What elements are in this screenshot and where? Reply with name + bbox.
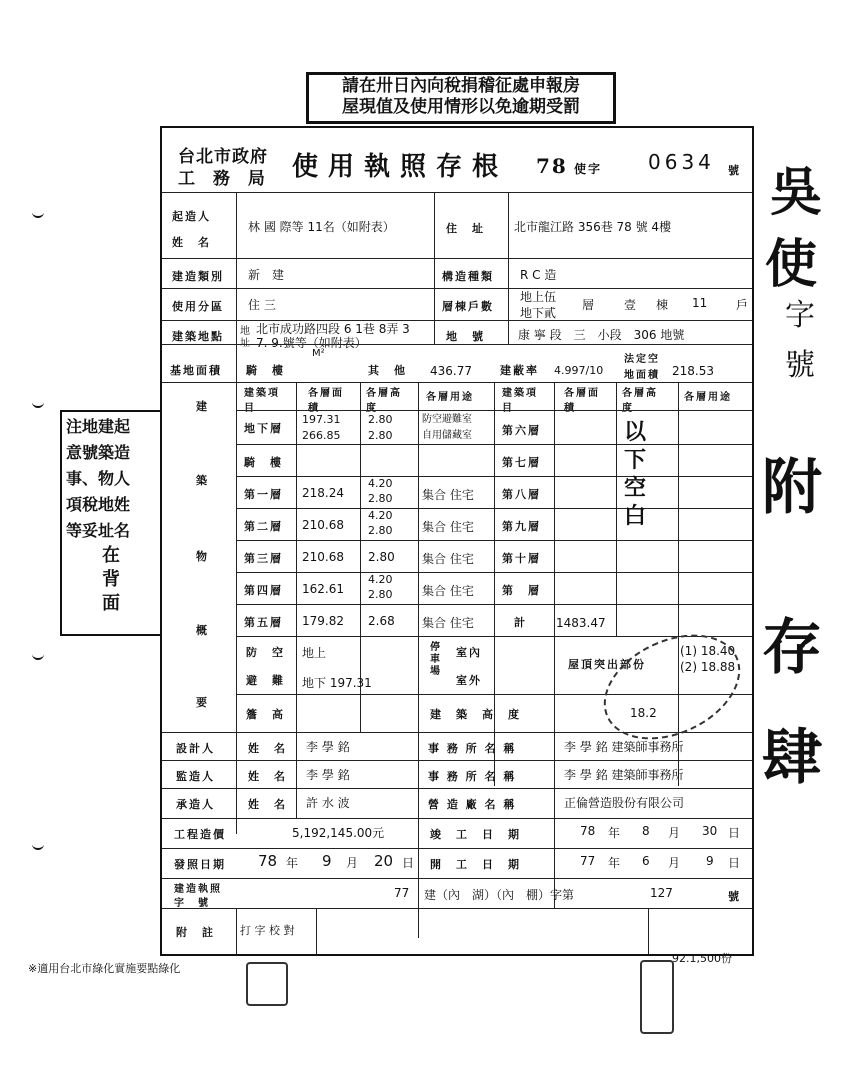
permit-ref-suffix: 號 <box>728 890 741 903</box>
margin-handwriting: 字 <box>785 298 815 333</box>
floor-use: 防空避難室 自用儲藏室 <box>422 414 472 441</box>
side-stamp-line: 注地建起 <box>66 417 131 436</box>
floor-item: 第一層 <box>244 488 283 501</box>
label-name: 姓 名 <box>172 236 211 249</box>
label-site: 建築地點 <box>172 330 224 343</box>
label-name: 姓 名 <box>248 798 287 811</box>
label-office: 事 務 所 名 稱 <box>428 770 517 783</box>
supervisor-name: 李 學 銘 <box>306 768 350 782</box>
footer-note: ※適用台北市綠化實施要點綠化 <box>28 962 181 975</box>
label-structure: 構造種類 <box>442 270 494 283</box>
margin-handwriting: 使 <box>765 234 818 295</box>
designer-name: 李 學 銘 <box>306 740 350 754</box>
notice-line-1: 請在卅日內向稅捐稽征處申報房 <box>342 76 580 96</box>
floor-word: 層 <box>582 298 595 312</box>
label-name: 姓 名 <box>248 742 287 755</box>
label-shelter: 避 難 <box>246 674 285 687</box>
label-floors: 層棟戶數 <box>442 300 494 313</box>
shelter-above: 地上 <box>302 646 327 660</box>
overview-side-char: 建 <box>196 400 209 413</box>
permit-suffix: 號 <box>728 164 741 177</box>
notice-stamp <box>306 72 616 124</box>
floor-item-right: 第九層 <box>502 520 541 533</box>
permit-ref-number: 127 <box>650 886 673 900</box>
label-office: 事 務 所 名 稱 <box>428 742 517 755</box>
finish-year-unit: 年 <box>608 826 621 840</box>
permit-year-ref: 77 <box>394 886 410 900</box>
label-other: 其 他 <box>368 364 407 377</box>
parking-outdoor: 室外 <box>456 674 482 687</box>
binder-mark <box>32 840 44 850</box>
total-area: 1483.47 <box>556 616 606 630</box>
floor-item: 第五層 <box>244 616 283 629</box>
roof-value-2: (2) 18.88 <box>680 660 736 674</box>
issue-year: 78 <box>258 852 278 870</box>
typed-check: 打 字 校 對 <box>240 924 295 937</box>
binder-mark <box>32 650 44 660</box>
floor-height: 2.80 <box>368 550 395 564</box>
start-day-unit: 日 <box>728 856 741 870</box>
label-addr-small: 址 <box>240 338 250 349</box>
notice-line-2: 屋現值及使用情形以免逾期受罰 <box>342 97 580 117</box>
floors-above: 地上伍 <box>520 290 557 304</box>
floor-area: 179.82 <box>302 614 344 628</box>
side-stamp-line: 項稅地姓 <box>66 495 131 514</box>
overview-side-char: 概 <box>196 624 209 637</box>
finish-month: 8 <box>642 824 650 838</box>
overview-side-char: 要 <box>196 696 209 709</box>
building-height-value: 18.2 <box>630 706 657 720</box>
floors-below: 地下貳 <box>520 306 557 320</box>
parking-indoor: 室內 <box>456 646 482 659</box>
building-word: 棟 <box>656 298 669 312</box>
floor-area: 162.61 <box>302 582 344 596</box>
issue-month: 9 <box>322 852 332 870</box>
usage-zone-value: 住 三 <box>248 298 276 312</box>
side-stamp-tail: 面 <box>102 593 120 614</box>
overview-side-char: 物 <box>196 550 209 563</box>
label-base-area: 基地面積 <box>170 364 222 377</box>
label-cost: 工程造價 <box>174 828 226 841</box>
floor-area: 218.24 <box>302 486 344 500</box>
finish-year: 78 <box>580 824 596 838</box>
label-parking: 停車場 <box>430 642 440 677</box>
label-issue-date: 發照日期 <box>174 858 226 871</box>
small-stamp <box>246 962 288 1006</box>
issuer-line-2: 工 務 局 <box>178 169 271 189</box>
col-header: 各層高度 <box>622 388 658 414</box>
label-finish-date: 竣 工 日 期 <box>430 828 521 841</box>
floor-item-right: 第 層 <box>502 584 541 597</box>
floor-use: 集合 住宅 <box>422 488 474 502</box>
floor-item: 騎 樓 <box>244 456 283 469</box>
floor-item: 第三層 <box>244 552 283 565</box>
side-stamp-line: 意號築造 <box>66 443 131 462</box>
permit-year: 78 <box>536 154 568 178</box>
start-month: 6 <box>642 854 650 868</box>
floor-item-right: 計 <box>514 616 527 629</box>
start-year: 77 <box>580 854 596 868</box>
label-eave: 簷 高 <box>246 708 285 721</box>
label-build-permit: 建造執照 <box>174 884 222 895</box>
label-arcade: 騎 樓 <box>246 364 285 377</box>
form-code: 92.1,500份 <box>672 952 732 965</box>
household-word: 戶 <box>736 298 749 312</box>
permit-text: 建（內 湖）（內 棚）字第 <box>424 888 575 902</box>
shelter-below: 地下 197.31 <box>302 676 372 690</box>
floor-area: 210.68 <box>302 518 344 532</box>
issue-day: 20 <box>374 852 394 870</box>
col-header: 各層面積 <box>308 388 344 414</box>
label-supervisor: 監造人 <box>176 770 215 783</box>
floor-height: 4.20 2.80 <box>368 509 393 537</box>
margin-handwriting: 存 <box>762 613 822 683</box>
applicant-address: 北市龍江路 356巷 78 號 4樓 <box>514 220 672 234</box>
floor-use: 集合 住宅 <box>422 616 474 630</box>
margin-handwriting: 吳 <box>770 162 823 223</box>
label-contractor: 承造人 <box>176 798 215 811</box>
col-header: 各層高度 <box>366 388 402 414</box>
finish-day-unit: 日 <box>728 826 741 840</box>
side-stamp-line: 等妥址名 <box>66 521 131 540</box>
floor-item-right: 第八層 <box>502 488 541 501</box>
floor-item: 第四層 <box>244 584 283 597</box>
label-coverage: 建蔽率 <box>500 364 539 377</box>
floor-area: 210.68 <box>302 550 344 564</box>
label-lot: 地 號 <box>446 330 485 343</box>
lot-value: 康 寧 段 三 小段 306 地號 <box>518 328 685 342</box>
col-header: 建築項目 <box>502 388 538 414</box>
label-applicant: 起造人 <box>172 210 211 223</box>
label-remark: 附 註 <box>176 926 215 939</box>
label-name: 姓 名 <box>248 770 287 783</box>
permit-form <box>160 126 754 956</box>
margin-handwriting: 附 <box>762 453 822 523</box>
cost-value: 5,192,145.00元 <box>292 826 385 840</box>
start-day: 9 <box>706 854 714 868</box>
label-legal-open: 地面積 <box>624 370 660 381</box>
col-header: 各層用途 <box>426 392 474 403</box>
designer-office: 李 學 銘 建築師事務所 <box>564 740 684 754</box>
permit-word: 使字 <box>574 162 603 176</box>
start-year-unit: 年 <box>608 856 621 870</box>
side-stamp-line: 事、物人 <box>66 469 131 488</box>
label-building-height: 建 築 高 度 <box>430 708 521 721</box>
issuer-line-1: 台北市政府 <box>178 147 268 167</box>
margin-handwriting: 肆 <box>762 723 822 793</box>
side-stamp-tail: 背 <box>102 569 120 590</box>
finish-day: 30 <box>702 824 718 838</box>
site-address-2: 7. 9.號等（如附表） <box>256 336 367 350</box>
site-address-1: 北市成功路四段 6 1巷 8弄 3 <box>256 322 410 336</box>
legal-open-value: 218.53 <box>672 364 714 378</box>
unit-m2: M² <box>312 348 325 359</box>
structure-value: R C 造 <box>520 268 557 282</box>
label-address: 住 址 <box>446 222 485 235</box>
coverage-value: 4.997/10 <box>554 364 604 377</box>
floor-item: 地下層 <box>244 422 283 435</box>
form-title: 使用執照存根 <box>292 152 509 182</box>
binder-mark <box>32 398 44 408</box>
issue-day-unit: 日 <box>402 856 415 870</box>
col-header: 各層面積 <box>564 388 600 414</box>
supervisor-office: 李 學 銘 建築師事務所 <box>564 768 684 782</box>
label-build-permit: 字 號 <box>174 898 210 909</box>
side-stamp-tail: 在 <box>102 545 120 566</box>
contractor-name: 許 水 波 <box>306 796 350 810</box>
floor-height: 4.20 2.80 <box>368 573 393 601</box>
household-count: 11 <box>692 296 708 310</box>
floor-height: 4.20 2.80 <box>368 477 393 505</box>
overview-side-char: 築 <box>196 474 209 487</box>
col-header: 建築項目 <box>244 388 280 414</box>
floor-item-right: 第六層 <box>502 424 541 437</box>
issue-year-unit: 年 <box>286 856 299 870</box>
floor-item-right: 第七層 <box>502 456 541 469</box>
label-addr-small: 地 <box>240 326 250 337</box>
applicant-value: 林 國 際等 11名（如附表） <box>248 220 395 234</box>
floor-use: 集合 住宅 <box>422 584 474 598</box>
floor-use: 集合 住宅 <box>422 552 474 566</box>
label-usage-zone: 使用分區 <box>172 300 224 313</box>
small-stamp <box>640 960 674 1034</box>
label-designer: 設計人 <box>176 742 215 755</box>
roof-value-1: (1) 18.40 <box>680 644 736 658</box>
start-month-unit: 月 <box>668 856 681 870</box>
floor-item-right: 第十層 <box>502 552 541 565</box>
label-shelter: 防 空 <box>246 646 285 659</box>
floor-use: 集合 住宅 <box>422 520 474 534</box>
margin-handwriting: 號 <box>785 348 815 383</box>
binder-mark <box>32 208 44 218</box>
floor-height: 2.68 <box>368 614 395 628</box>
label-building-type: 建造類別 <box>172 270 224 283</box>
building-type-value: 新 建 <box>248 268 285 282</box>
label-company: 營 造 廠 名 稱 <box>428 798 517 811</box>
finish-month-unit: 月 <box>668 826 681 840</box>
floor-area: 197.31 266.85 <box>302 413 341 442</box>
other-area-value: 436.77 <box>430 364 472 378</box>
issue-month-unit: 月 <box>346 856 359 870</box>
blank-note: 以下空白 <box>624 419 647 529</box>
label-start-date: 開 工 日 期 <box>430 858 521 871</box>
contractor-company: 正倫營造股份有限公司 <box>564 796 685 810</box>
floor-height: 2.80 2.80 <box>368 413 393 442</box>
side-notice-stamp <box>60 410 162 636</box>
permit-number: 0634 <box>648 150 715 174</box>
col-header: 各層用途 <box>684 392 732 403</box>
label-roof: 屋頂突出部份 <box>568 658 646 671</box>
building-count: 壹 <box>624 298 637 312</box>
floor-item: 第二層 <box>244 520 283 533</box>
label-legal-open: 法定空 <box>624 354 660 365</box>
